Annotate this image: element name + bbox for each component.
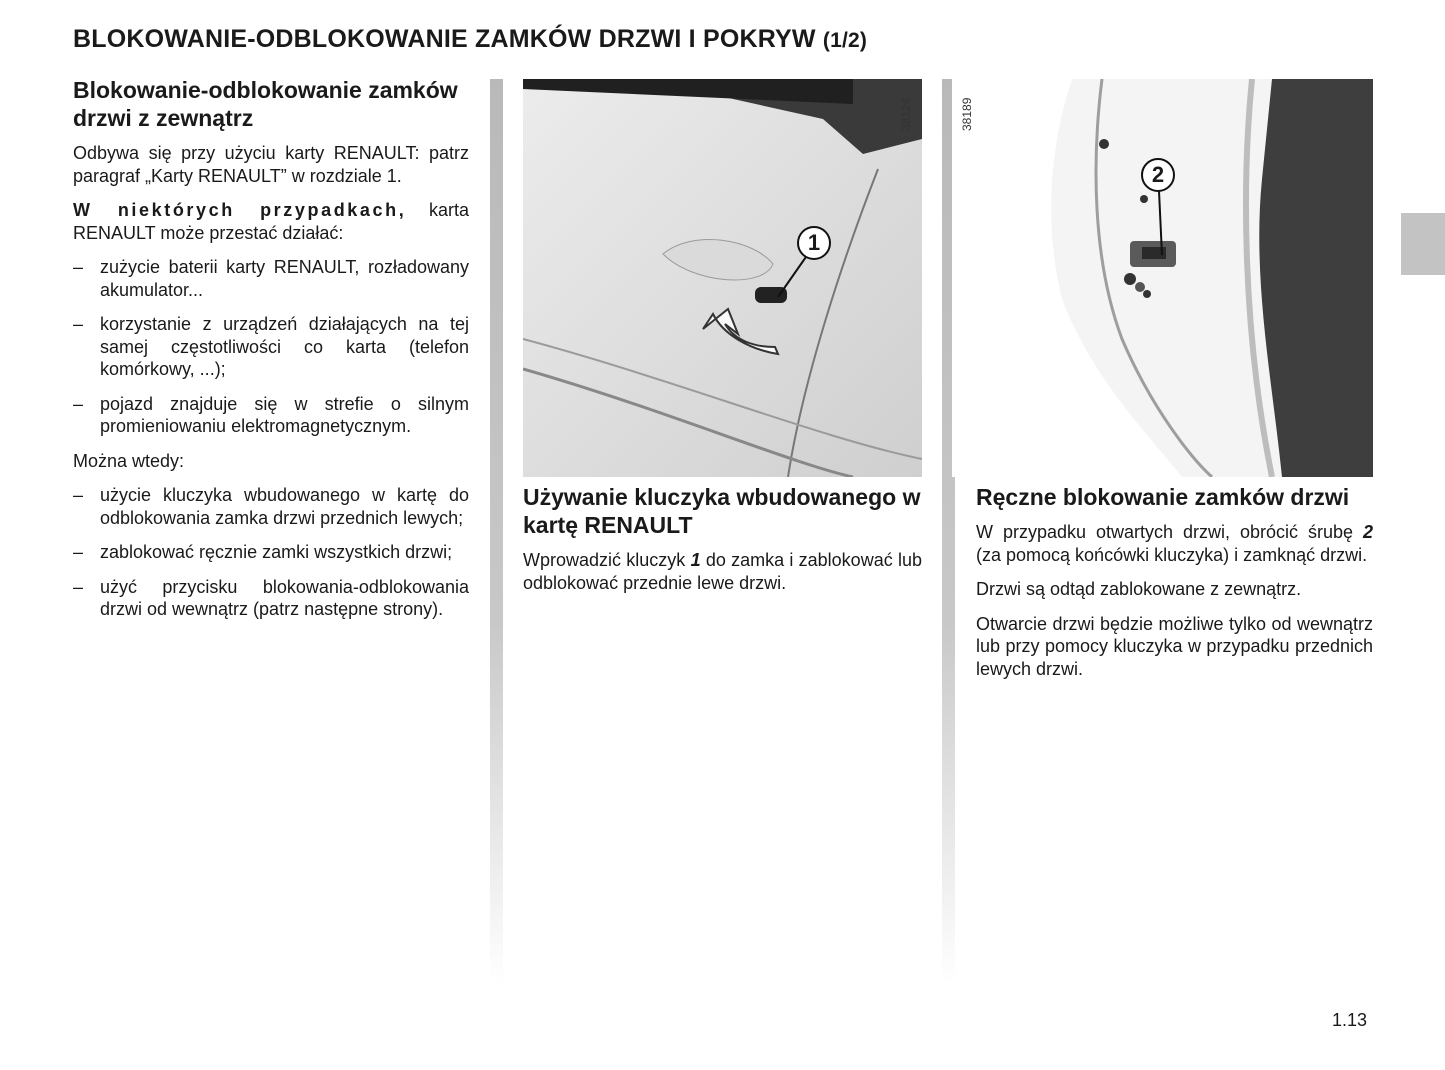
some-cases-rest: karta RENAULT może przestać działać: [73,200,469,243]
list-item: – pojazd znajduje się w strefie o silnym promieniowaniu elektromagnetycznym. [73,393,469,438]
page-title [73,25,867,54]
middle-text [523,549,922,594]
page-number: 1.13 [1332,1010,1368,1030]
column-divider-left [490,79,503,984]
middle-text-part: do zamka i zablokować lub odblokować przednie lewe drzwi. [523,550,922,593]
right-text-part: W przypadku otwartych drzwi, obrócić śrubę [976,522,1363,542]
middle-column [523,483,922,606]
page-title-text: BLOKOWANIE-ODBLOKOWANIE ZAMKÓW DRZWI I POKRYW [73,25,816,53]
ref-2: 2 [1362,522,1373,542]
some-cases-emphasis: W niektórych przypadkach, [73,200,407,220]
causes-list [73,256,469,438]
ref-1: 1 [690,550,701,570]
figure-code: 38189 [960,97,974,131]
then-label: Można wtedy: [73,450,185,471]
right-text-part: (za pomocą końcówki kluczyka) i zamknąć drzwi. [976,544,1368,565]
left-heading: Blokowanie-odblokowanie zamków drzwi z zewnątrz [73,77,458,131]
list-item: – zużycie baterii karty RENAULT, rozładowany akumulator... [73,256,469,301]
list-item: – korzystanie z urządzeń działających na tej samej częstotliwości co karta (telefon komórkowy, ...); [73,313,469,381]
list-item: – użyć przycisku blokowania-odblokowania drzwi od wewnątrz (patrz następne strony). [73,576,469,621]
left-intro: Odbywa się przy użyciu karty RENAULT: patrz paragraf „Karty RENAULT” w rozdziale 1. [73,143,469,186]
options-list [73,484,469,621]
middle-heading: Używanie kluczyka wbudowanego w kartę RENAULT [523,484,921,538]
right-heading: Ręczne blokowanie zamków drzwi [976,484,1350,510]
some-cases-paragraph [73,199,469,244]
callout-2: 2 [1141,158,1175,192]
right-column [976,483,1373,692]
door-latch-figure [952,79,1373,477]
right-p2: Drzwi są odtąd zablokowane z zewnątrz. [976,579,1302,599]
page-title-suffix: (1/2) [822,29,868,52]
callout-leader-line [523,79,922,477]
chapter-tab [1401,213,1445,275]
list-item: – użycie kluczyka wbudowanego w kartę do odblokowania zamka drzwi przednich lewych; [73,484,469,529]
list-item: – zablokować ręcznie zamki wszystkich drzwi; [73,541,469,564]
callout-1: 1 [797,226,831,260]
door-handle-figure [523,79,922,477]
callout-leader-line [952,79,1373,477]
middle-text-part: Wprowadzić kluczyk [523,550,691,570]
right-p3: Otwarcie drzwi będzie możliwe tylko od wewnątrz lub przy pomocy kluczyka w przypadku przednich lewych drzwi. [976,613,1373,679]
figure-code: 38124 [899,97,913,131]
left-column [73,76,469,633]
right-p1 [976,521,1373,566]
